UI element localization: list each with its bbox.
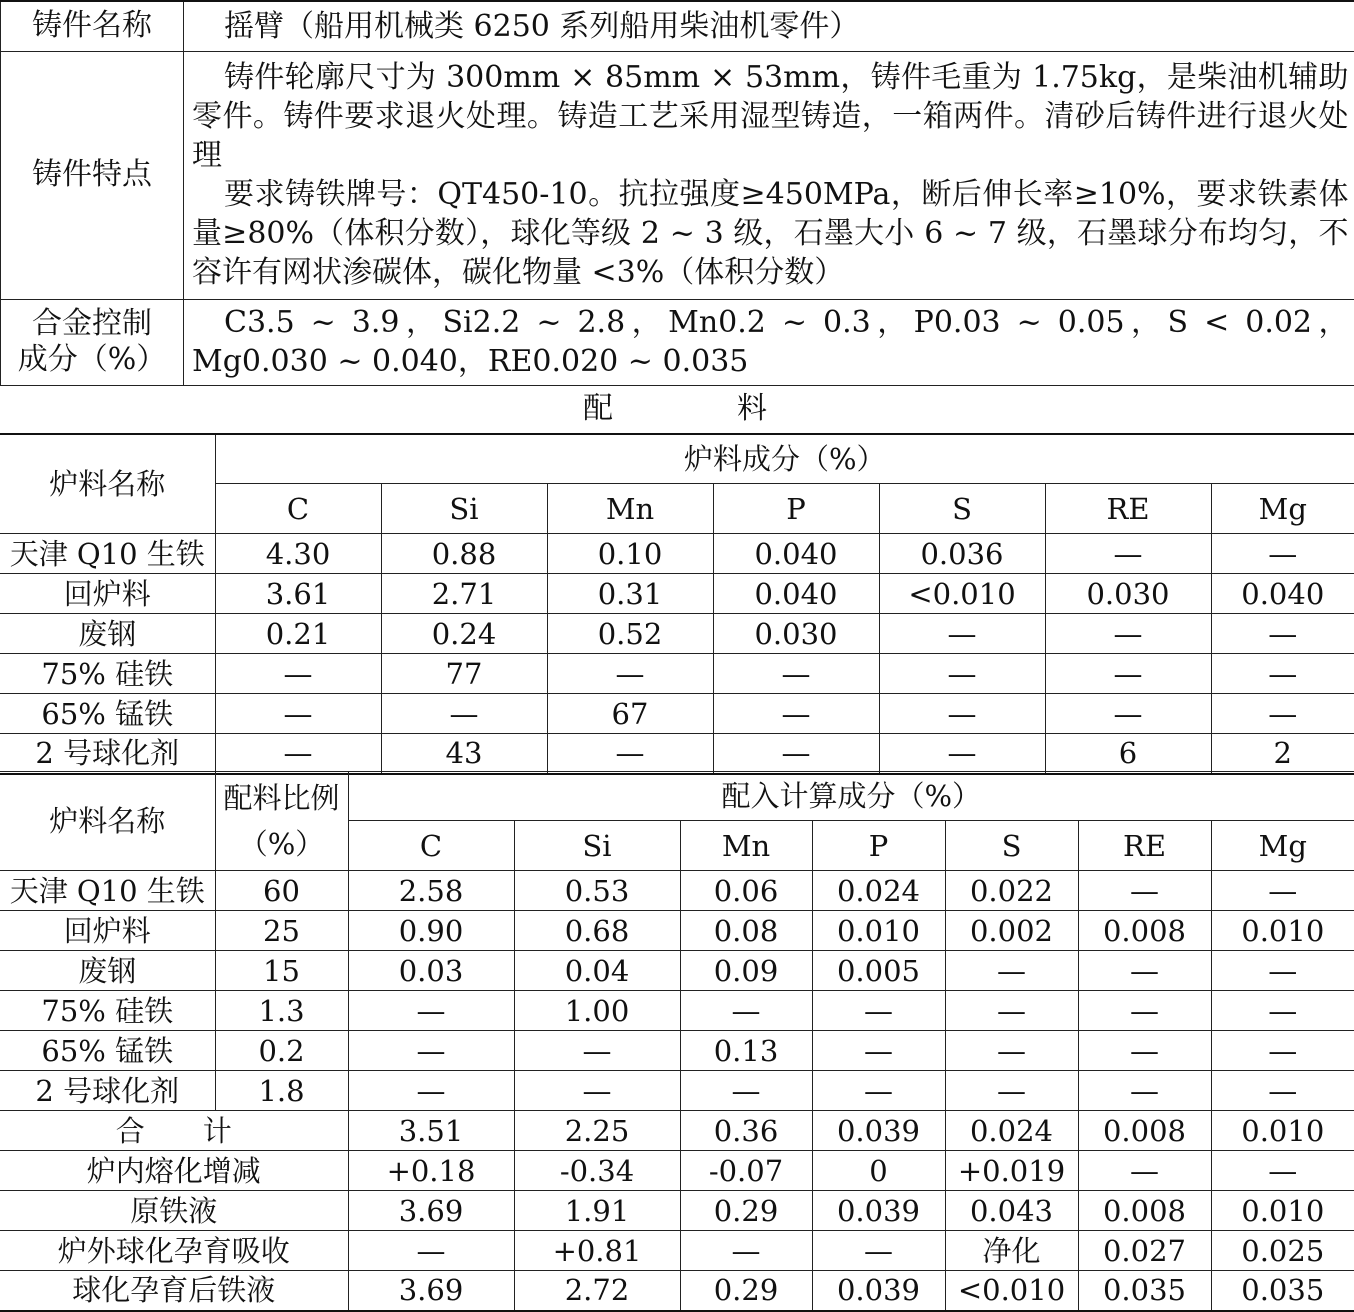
summary-cell: 0.010 <box>1211 1191 1354 1231</box>
charge-cell: — <box>1211 694 1354 734</box>
table-row <box>0 534 1354 574</box>
calc-cell: — <box>945 1071 1078 1111</box>
calc-row-name: 回炉料 <box>0 911 215 951</box>
calc-cell: — <box>1211 951 1354 991</box>
charge-col-header: Mg <box>1211 484 1354 534</box>
casting-name-label: 铸件名称 <box>1 1 184 51</box>
calc-col-header: Mg <box>1211 821 1354 871</box>
charge-col-header: S <box>879 484 1045 534</box>
charge-col-header: Mn <box>547 484 713 534</box>
summary-cell: — <box>812 1231 945 1271</box>
calc-cell: — <box>1078 991 1211 1031</box>
calc-cell: 0.022 <box>945 871 1078 911</box>
summary-cell: 3.51 <box>348 1111 514 1151</box>
charge-cell: 0.31 <box>547 574 713 614</box>
charge-row-name: 75% 硅铁 <box>0 654 215 694</box>
charge-col-header: Si <box>381 484 547 534</box>
summary-cell: 净化 <box>945 1231 1078 1271</box>
calc-cell: 0.005 <box>812 951 945 991</box>
calc-row-name: 天津 Q10 生铁 <box>0 871 215 911</box>
calc-cell: 0.04 <box>514 951 680 991</box>
calc-row-name: 75% 硅铁 <box>0 991 215 1031</box>
summary-cell: — <box>348 1231 514 1271</box>
calc-cell: 0.13 <box>680 1031 812 1071</box>
charge-col-header: P <box>713 484 879 534</box>
charge-cell: — <box>879 654 1045 694</box>
calc-col-header: S <box>945 821 1078 871</box>
alloy-value-text: C3.5 ~ 3.9，Si2.2 ~ 2.8，Mn0.2 ~ 0.3，P0.03 ~ 0.05，S < 0.02，Mg0.030 ~ 0.040，RE0.020 ~ 0.035 <box>192 303 1349 381</box>
calc-cell: — <box>1211 991 1354 1031</box>
calc-cell: — <box>1211 1031 1354 1071</box>
summary-row <box>0 1111 1354 1151</box>
calc-group-header: 配入计算成分（%） <box>348 772 1354 821</box>
summary-row <box>0 1271 1354 1311</box>
charge-cell: 77 <box>381 654 547 694</box>
calc-cell: 0.024 <box>812 871 945 911</box>
table-row <box>0 614 1354 654</box>
summary-cell: 0.29 <box>680 1271 812 1311</box>
charge-row-name: 天津 Q10 生铁 <box>0 534 215 574</box>
charge-row-name: 废钢 <box>0 614 215 654</box>
table-row <box>0 911 1354 951</box>
summary-cell: 0.008 <box>1078 1191 1211 1231</box>
summary-cell: 0.039 <box>812 1111 945 1151</box>
charge-cell: <0.010 <box>879 574 1045 614</box>
calc-cell: 0.08 <box>680 911 812 951</box>
calc-cell: — <box>680 1071 812 1111</box>
summary-cell: 0 <box>812 1151 945 1191</box>
charge-cell: 43 <box>381 734 547 774</box>
casting-info-table <box>0 0 1354 386</box>
calc-cell: 0.09 <box>680 951 812 991</box>
table-row <box>0 734 1354 774</box>
charge-cell: — <box>713 654 879 694</box>
alloy-control-value <box>184 299 1354 385</box>
charge-cell: — <box>1211 534 1354 574</box>
summary-row-name: 原铁液 <box>0 1191 348 1231</box>
charge-group-header: 炉料成分（%） <box>215 434 1354 484</box>
charge-composition-table <box>0 433 1354 775</box>
summary-row <box>0 1231 1354 1271</box>
calc-cell: — <box>348 991 514 1031</box>
section-title-left: 配 <box>583 391 617 426</box>
charge-name-header: 炉料名称 <box>0 434 215 534</box>
charge-cell: 0.21 <box>215 614 381 654</box>
table-row <box>0 951 1354 991</box>
calc-cell: — <box>1211 1071 1354 1111</box>
calc-col-header: RE <box>1078 821 1211 871</box>
alloy-control-label <box>1 299 184 385</box>
calc-cell: — <box>1078 871 1211 911</box>
summary-cell: — <box>680 1231 812 1271</box>
casting-feature-value <box>184 51 1354 299</box>
charge-cell: 2 <box>1211 734 1354 774</box>
charge-cell: 3.61 <box>215 574 381 614</box>
summary-cell: 0.035 <box>1078 1271 1211 1311</box>
summary-cell: <0.010 <box>945 1271 1078 1311</box>
calc-col-header: Si <box>514 821 680 871</box>
charge-cell: 2.71 <box>381 574 547 614</box>
charge-cell: — <box>215 734 381 774</box>
calc-cell: — <box>812 991 945 1031</box>
charge-cell: 0.88 <box>381 534 547 574</box>
summary-cell: 0.008 <box>1078 1111 1211 1151</box>
feature-paragraph-1: 铸件轮廓尺寸为 300mm × 85mm × 53mm，铸件毛重为 1.75kg，是柴油机辅助零件。铸件要求退火处理。铸造工艺采用湿型铸造，一箱两件。清砂后铸件进行退火处理 <box>192 58 1349 175</box>
alloy-label-line-1: 合金控制 <box>1 306 183 342</box>
calc-cell: — <box>1078 1071 1211 1111</box>
calc-col-header: C <box>348 821 514 871</box>
charge-cell: — <box>547 654 713 694</box>
calc-row-ratio: 1.3 <box>215 991 348 1031</box>
summary-cell: 0.29 <box>680 1191 812 1231</box>
calc-cell: — <box>514 1031 680 1071</box>
charge-cell: — <box>1045 654 1211 694</box>
charge-cell: — <box>1045 614 1211 654</box>
charge-cell: 0.24 <box>381 614 547 654</box>
charge-cell: 0.10 <box>547 534 713 574</box>
charge-cell: 0.040 <box>1211 574 1354 614</box>
calc-ratio-header-line-2: （%） <box>216 821 348 867</box>
charge-cell: — <box>879 734 1045 774</box>
summary-row-name: 合 计 <box>0 1111 348 1151</box>
calc-row-name: 65% 锰铁 <box>0 1031 215 1071</box>
charge-cell: — <box>1045 694 1211 734</box>
summary-cell: 0.36 <box>680 1111 812 1151</box>
summary-cell: +0.18 <box>348 1151 514 1191</box>
calc-cell: 0.68 <box>514 911 680 951</box>
calc-cell: — <box>348 1031 514 1071</box>
charge-cell: — <box>1211 614 1354 654</box>
summary-cell: 0.039 <box>812 1271 945 1311</box>
charge-row-name: 回炉料 <box>0 574 215 614</box>
calc-cell: — <box>514 1071 680 1111</box>
charge-row-name: 65% 锰铁 <box>0 694 215 734</box>
calc-cell: 0.03 <box>348 951 514 991</box>
calc-row-name: 废钢 <box>0 951 215 991</box>
calc-composition-table <box>0 771 1354 1312</box>
charge-row-name: 2 号球化剂 <box>0 734 215 774</box>
calc-cell: — <box>1078 951 1211 991</box>
summary-cell: 0.039 <box>812 1191 945 1231</box>
charge-cell: 0.52 <box>547 614 713 654</box>
charge-cell: — <box>215 694 381 734</box>
charge-cell: — <box>713 694 879 734</box>
summary-row <box>0 1151 1354 1191</box>
summary-row-name: 球化孕育后铁液 <box>0 1271 348 1311</box>
calc-cell: 0.90 <box>348 911 514 951</box>
table-row <box>0 991 1354 1031</box>
calc-row-name: 2 号球化剂 <box>0 1071 215 1111</box>
charge-cell: 0.040 <box>713 574 879 614</box>
table-row <box>0 694 1354 734</box>
summary-row <box>0 1191 1354 1231</box>
charge-cell: — <box>1211 654 1354 694</box>
charge-cell: — <box>879 694 1045 734</box>
calc-cell: — <box>1211 871 1354 911</box>
summary-cell: 0.027 <box>1078 1231 1211 1271</box>
calc-cell: — <box>680 991 812 1031</box>
summary-cell: 0.025 <box>1211 1231 1354 1271</box>
charge-cell: — <box>713 734 879 774</box>
charge-cell: 0.040 <box>713 534 879 574</box>
summary-cell: 0.010 <box>1211 1111 1354 1151</box>
calc-cell: 0.008 <box>1078 911 1211 951</box>
table-row <box>0 871 1354 911</box>
charge-cell: 0.030 <box>1045 574 1211 614</box>
summary-cell: 2.25 <box>514 1111 680 1151</box>
calc-cell: 0.53 <box>514 871 680 911</box>
charge-cell: — <box>1045 534 1211 574</box>
calc-cell: — <box>945 1031 1078 1071</box>
charge-cell: — <box>381 694 547 734</box>
summary-cell: 0.024 <box>945 1111 1078 1151</box>
summary-cell: 3.69 <box>348 1271 514 1311</box>
summary-cell: -0.07 <box>680 1151 812 1191</box>
calc-ratio-header <box>215 772 348 871</box>
summary-cell: 3.69 <box>348 1191 514 1231</box>
charge-cell: 0.030 <box>713 614 879 654</box>
calc-row-ratio: 0.2 <box>215 1031 348 1071</box>
calc-cell: — <box>348 1071 514 1111</box>
calc-row-ratio: 1.8 <box>215 1071 348 1111</box>
calc-cell: — <box>945 991 1078 1031</box>
calc-cell: 1.00 <box>514 991 680 1031</box>
calc-row-ratio: 60 <box>215 871 348 911</box>
summary-row-name: 炉内熔化增减 <box>0 1151 348 1191</box>
section-title <box>0 386 1354 432</box>
calc-cell: 0.010 <box>812 911 945 951</box>
calc-cell: — <box>945 951 1078 991</box>
calc-cell: 0.010 <box>1211 911 1354 951</box>
table-row <box>0 654 1354 694</box>
calc-cell: 0.06 <box>680 871 812 911</box>
casting-feature-label: 铸件特点 <box>1 51 184 299</box>
summary-cell: — <box>1078 1151 1211 1191</box>
charge-cell: 4.30 <box>215 534 381 574</box>
calc-cell: — <box>812 1071 945 1111</box>
calc-cell: — <box>1078 1031 1211 1071</box>
charge-cell: — <box>215 654 381 694</box>
summary-cell: 0.043 <box>945 1191 1078 1231</box>
charge-cell: 0.036 <box>879 534 1045 574</box>
charge-cell: — <box>879 614 1045 654</box>
calc-cell: 2.58 <box>348 871 514 911</box>
calc-cell: 0.002 <box>945 911 1078 951</box>
charge-col-header: C <box>215 484 381 534</box>
summary-cell: +0.019 <box>945 1151 1078 1191</box>
summary-row-name: 炉外球化孕育吸收 <box>0 1231 348 1271</box>
table-row <box>0 1031 1354 1071</box>
summary-cell: 0.035 <box>1211 1271 1354 1311</box>
section-title-right: 料 <box>737 391 771 426</box>
charge-col-header: RE <box>1045 484 1211 534</box>
calc-row-ratio: 15 <box>215 951 348 991</box>
calc-col-header: Mn <box>680 821 812 871</box>
summary-cell: -0.34 <box>514 1151 680 1191</box>
table-row <box>0 574 1354 614</box>
calc-col-header: P <box>812 821 945 871</box>
charge-cell: 67 <box>547 694 713 734</box>
feature-paragraph-2: 要求铸铁牌号：QT450-10。抗拉强度≥450MPa，断后伸长率≥10%，要求铁素体量≥80%（体积分数），球化等级 2 ~ 3 级，石墨大小 6 ~ 7 级，石墨球分布均匀，不容许有网状渗碳体，碳化物量 <3%（体积分数） <box>192 175 1349 292</box>
calc-ratio-header-line-1: 配料比例 <box>216 775 348 821</box>
calc-name-header: 炉料名称 <box>0 772 215 871</box>
summary-cell: +0.81 <box>514 1231 680 1271</box>
calc-cell: — <box>812 1031 945 1071</box>
charge-cell: 6 <box>1045 734 1211 774</box>
charge-cell: — <box>547 734 713 774</box>
summary-cell: — <box>1211 1151 1354 1191</box>
summary-cell: 1.91 <box>514 1191 680 1231</box>
calc-row-ratio: 25 <box>215 911 348 951</box>
summary-cell: 2.72 <box>514 1271 680 1311</box>
casting-name-value: 摇臂（船用机械类 6250 系列船用柴油机零件） <box>184 1 1354 51</box>
table-row <box>0 1071 1354 1111</box>
alloy-label-line-2: 成分（%） <box>1 342 183 378</box>
